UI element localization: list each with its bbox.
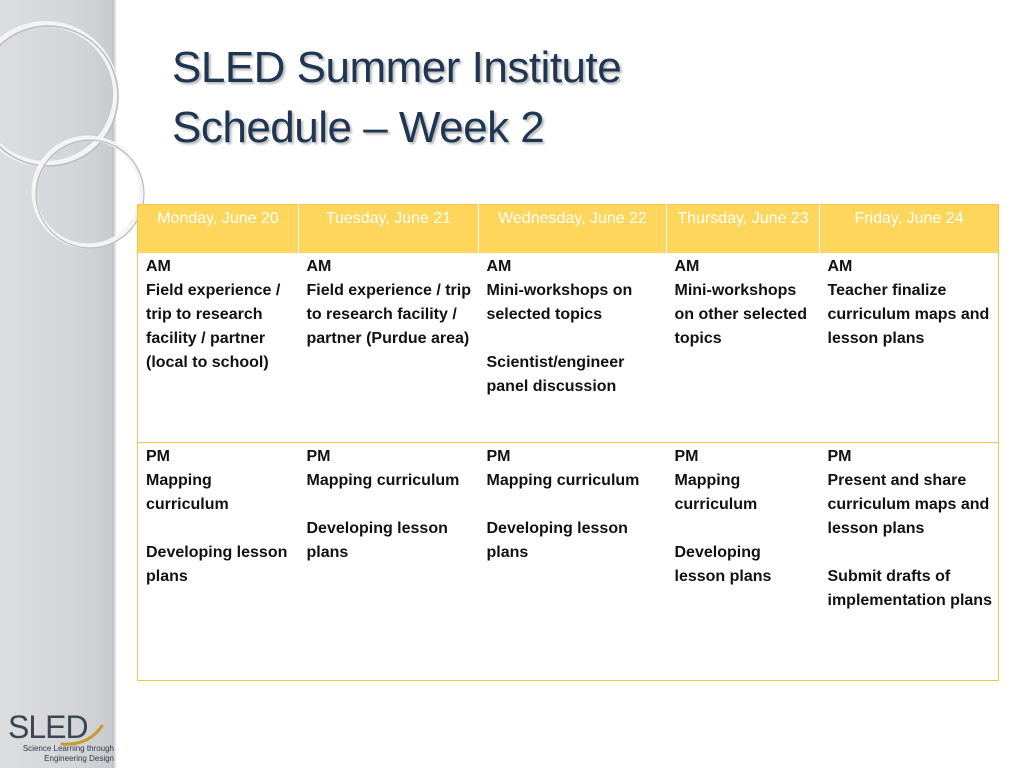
- paragraph-gap: [675, 517, 814, 541]
- paragraph-gap: [828, 541, 993, 565]
- activity-text: Developing lesson plans: [306, 520, 448, 561]
- session-label: PM: [674, 448, 699, 465]
- sled-logo: [6, 706, 112, 768]
- am-cell: [820, 253, 999, 443]
- logo-wordmark: SLED: [8, 709, 88, 745]
- activity-text: Developing lesson plans: [674, 544, 772, 585]
- activity-text: Mapping curriculum: [306, 472, 460, 489]
- pm-cell: [667, 443, 820, 681]
- activity-text: Teacher finalize curriculum maps and lesson plans: [827, 282, 990, 347]
- activity-text: Developing lesson plans: [146, 544, 288, 585]
- header-tuesday: Tuesday, June 21: [299, 205, 479, 254]
- am-row: [138, 253, 999, 443]
- activity-text: Scientist/engineer panel discussion: [486, 354, 625, 395]
- activity-text: Mini-workshops on other selected topics: [674, 282, 807, 347]
- logo-tagline-line-2: Engineering Design: [44, 754, 114, 763]
- activity-text: Submit drafts of implementation plans: [827, 568, 992, 609]
- session-label: AM: [827, 258, 853, 275]
- activity-text: Developing lesson plans: [486, 520, 628, 561]
- header-friday: Friday, June 24: [820, 205, 999, 254]
- logo-swoosh-icon: [58, 724, 114, 746]
- pm-cell: [138, 443, 299, 681]
- am-cell: [479, 253, 667, 443]
- title-line-2: Schedule – Week 2: [172, 103, 545, 152]
- session-label: PM: [306, 448, 331, 465]
- header-thursday: Thursday, June 23: [667, 205, 820, 254]
- activity-text: Mapping curriculum: [674, 472, 758, 513]
- paragraph-gap: [487, 493, 661, 517]
- session-label: PM: [146, 448, 170, 465]
- decorative-circles: [0, 0, 160, 260]
- activity-text: Present and share curriculum maps and lesson plans: [827, 472, 990, 537]
- session-label: PM: [827, 448, 852, 465]
- activity-text: Mini-workshops on selected topics: [486, 282, 633, 323]
- pm-cell: [820, 443, 999, 681]
- pm-cell: [299, 443, 479, 681]
- paragraph-gap: [307, 493, 473, 517]
- header-wednesday: Wednesday, June 22: [479, 205, 667, 254]
- logo-tagline: [6, 744, 114, 764]
- session-label: AM: [306, 258, 332, 275]
- session-label: PM: [486, 448, 511, 465]
- paragraph-gap: [487, 327, 661, 351]
- paragraph-gap: [146, 517, 293, 541]
- header-monday: Monday, June 20: [138, 205, 299, 254]
- title-line-1: SLED Summer Institute: [172, 43, 622, 92]
- logo-tagline-line-1: Science Learning through: [22, 744, 114, 753]
- header-row: [138, 205, 999, 254]
- session-label: AM: [674, 258, 700, 275]
- am-cell: [299, 253, 479, 443]
- am-cell: [138, 253, 299, 443]
- schedule-table: [137, 204, 999, 681]
- pm-cell: [479, 443, 667, 681]
- activity-text: Mapping curriculum: [486, 472, 640, 489]
- activity-text: Field experience / trip to research facility / partner (Purdue area): [306, 282, 471, 347]
- am-cell: [667, 253, 820, 443]
- activity-text: Mapping curriculum: [146, 472, 229, 513]
- session-label: AM: [486, 258, 512, 275]
- session-label: AM: [146, 258, 171, 275]
- pm-row: [138, 443, 999, 681]
- slide-title: [172, 38, 932, 158]
- activity-text: Field experience / trip to research facility / partner (local to school): [146, 282, 281, 371]
